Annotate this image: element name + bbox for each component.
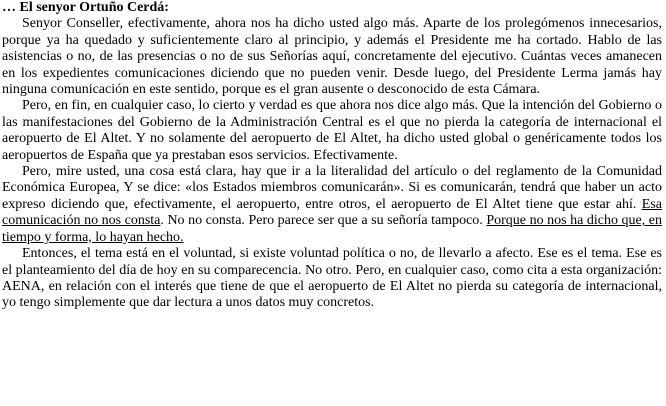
underlined-phrase-not-told: Porque no nos ha dicho que, en tiempo y forma, lo hayan hecho.	[2, 213, 663, 245]
speaker-heading: … El senyor Ortuño Cerdá:	[2, 0, 169, 15]
paragraph-1: Senyor Conseller, efectivamente, ahora nos ha dicho usted algo más. Aparte de los prolegómenos innecesarios, porque ya ha quedado y suficientemente claro al principio, y además el Presidente me ha cortado. Hablo de las asistencias o no, de las presencias o no de sus Señorías aquí, concretamente del ejecutivo. Cuántas veces amanecen en los expedientes comunicaciones diciendo que no pueden venir. Desde luego, del Presidente Lerma jamás hay ninguna comunicación en este sentido, porque es el gran ausente o desconocido de esta Cámara.	[2, 16, 662, 98]
paragraph-3-text-a: Pero, mire usted, una cosa está clara, hay que ir a la literalidad del artículo o del reglamento de la Comunidad Económica Europea, Y se dice: «los Estados miembros comunicarán». Si es comunicarán, tendrá que haber un acto expreso diciendo que, efectivamente, el aeropuerto, entre otros, el aeropuerto de El Altet tiene que estar ahí.	[2, 164, 662, 212]
paragraph-3-text-b: . No no consta. Pero parece ser que a su señoría tampoco.	[160, 213, 487, 229]
paragraph-3	[2, 164, 662, 246]
paragraph-2: Pero, en fin, en cualquier caso, lo cierto y verdad es que ahora nos dice algo más. Que la intención del Gobierno o las manifestaciones del Gobierno de la Administración Central es el que no pierda la categoría de internacional el aeropuerto de El Altet. Y no solamente del aeropuerto de El Altet, ha dicho usted global o genéricamente todos los aeropuertos de España que ya prestaban esos servicios. Efectivamente.	[2, 98, 662, 163]
underlined-phrase-communication: Esa comunicación no nos consta	[2, 196, 662, 229]
paragraph-4: Entonces, el tema está en el voluntad, si existe voluntad política o no, de llevarlo a afecto. Ese es el tema. Ese es el planteamiento del día de hoy en su comparecencia. No otro. Pero, en cualquier caso, como cita a esta organización: AENA, en relación con el interés que tiene de que el aeropuerto de El Altet no pierda su categoría de internacional, yo tengo simplemente que dar lectura a unos datos muy concretos.	[2, 246, 662, 311]
